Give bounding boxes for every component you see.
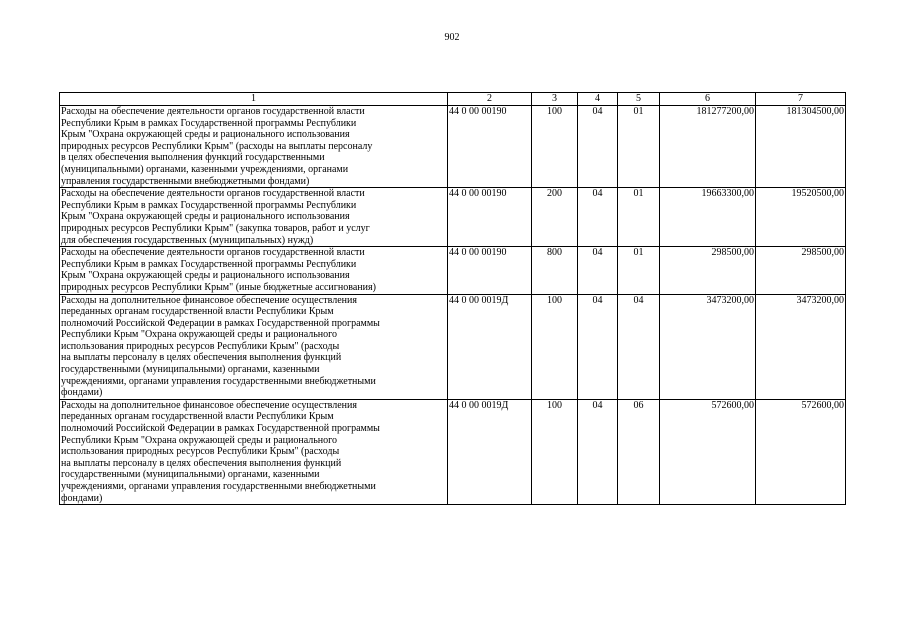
row-section: 04	[578, 247, 618, 294]
row-subsection: 01	[618, 106, 660, 188]
row-section: 04	[578, 294, 618, 399]
row-subsection: 01	[618, 247, 660, 294]
column-header-6: 6	[660, 93, 756, 106]
table-row	[60, 399, 846, 504]
row-amount-col7: 298500,00	[756, 247, 846, 294]
row-section: 04	[578, 399, 618, 504]
row-program-code: 44 0 00 0019Д	[448, 399, 532, 504]
column-header-5: 5	[618, 93, 660, 106]
table-header-row	[60, 93, 846, 106]
column-header-2: 2	[448, 93, 532, 106]
row-description: Расходы на дополнительное финансовое обеспечение осуществления переданных органам государственной власти Республики Крым полномочий Российской Федерации в рамках Государственной программы Республики Крым "Охрана окружающей среды и рационального использования природных ресурсов Республики Крым" (расходы на выплаты персоналу в целях обеспечения выполнения функций государственными (муниципальными) органами, казенными учреждениями, органами управления государственными внебюджетными фондами)	[60, 294, 448, 399]
row-expense-type: 100	[532, 399, 578, 504]
row-amount-col7: 3473200,00	[756, 294, 846, 399]
row-amount-col7: 181304500,00	[756, 106, 846, 188]
row-amount-col6: 181277200,00	[660, 106, 756, 188]
row-expense-type: 100	[532, 106, 578, 188]
row-expense-type: 100	[532, 294, 578, 399]
row-subsection: 06	[618, 399, 660, 504]
row-amount-col7: 572600,00	[756, 399, 846, 504]
row-section: 04	[578, 188, 618, 247]
column-header-4: 4	[578, 93, 618, 106]
table-row	[60, 106, 846, 188]
row-amount-col6: 3473200,00	[660, 294, 756, 399]
column-header-1: 1	[60, 93, 448, 106]
row-subsection: 04	[618, 294, 660, 399]
row-description: Расходы на обеспечение деятельности органов государственной власти Республики Крым в рамках Государственной программы Республики Крым "Охрана окружающей среды и рационального использования природных ресурсов Республики Крым" (закупка товаров, работ и услуг для обеспечения государственных (муниципальных) нужд)	[60, 188, 448, 247]
table-row	[60, 188, 846, 247]
row-expense-type: 200	[532, 188, 578, 247]
row-program-code: 44 0 00 00190	[448, 106, 532, 188]
row-section: 04	[578, 106, 618, 188]
table-row	[60, 247, 846, 294]
row-description: Расходы на обеспечение деятельности органов государственной власти Республики Крым в рамках Государственной программы Республики Крым "Охрана окружающей среды и рационального использования природных ресурсов Республики Крым" (расходы на выплаты персоналу в целях обеспечения выполнения функций государственными (муниципальными) органами, казенными учреждениями, органами управления государственными внебюджетными фондами)	[60, 106, 448, 188]
page-number: 902	[444, 32, 460, 43]
row-program-code: 44 0 00 0019Д	[448, 294, 532, 399]
row-amount-col6: 572600,00	[660, 399, 756, 504]
column-header-7: 7	[756, 93, 846, 106]
table-row	[60, 294, 846, 399]
budget-table	[59, 92, 846, 505]
row-subsection: 01	[618, 188, 660, 247]
row-description: Расходы на дополнительное финансовое обеспечение осуществления переданных органам государственной власти Республики Крым полномочий Российской Федерации в рамках Государственной программы Республики Крым "Охрана окружающей среды и рационального использования природных ресурсов Республики Крым" (расходы на выплаты персоналу в целях обеспечения выполнения функций государственными (муниципальными) органами, казенными учреждениями, органами управления государственными внебюджетными фондами)	[60, 399, 448, 504]
row-program-code: 44 0 00 00190	[448, 188, 532, 247]
row-expense-type: 800	[532, 247, 578, 294]
row-amount-col6: 19663300,00	[660, 188, 756, 247]
row-program-code: 44 0 00 00190	[448, 247, 532, 294]
row-amount-col7: 19520500,00	[756, 188, 846, 247]
row-description: Расходы на обеспечение деятельности органов государственной власти Республики Крым в рамках Государственной программы Республики Крым "Охрана окружающей среды и рационального использования природных ресурсов Республики Крым" (иные бюджетные ассигнования)	[60, 247, 448, 294]
row-amount-col6: 298500,00	[660, 247, 756, 294]
column-header-3: 3	[532, 93, 578, 106]
